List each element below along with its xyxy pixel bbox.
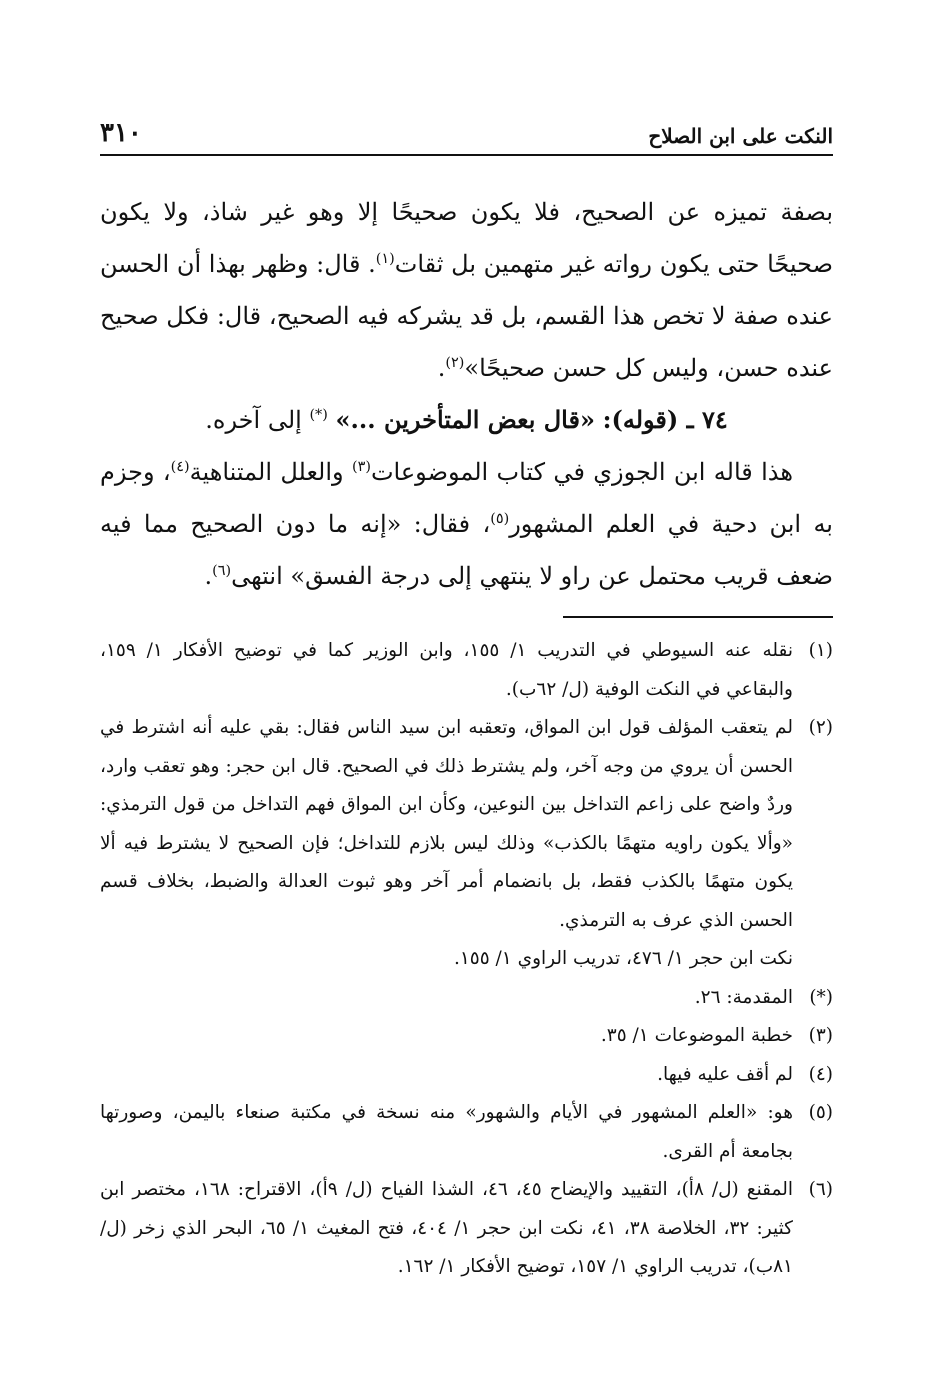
paragraph: بصفة تميزه عن الصحيح، فلا يكون صحيحًا إلا وهو غير شاذ، ولا يكون صحيحًا حتى يكون رواته غير متهمين بل ثقات$^{(١)}$. قال: وظهر بهذا أن الحسن عنده صفة لا تخص هذا القسم، بل قد يشركه فيه الصحيح، قال: فكل صحيح عنده حسن، وليس كل حسن صحيحًا»$^{(٢)}$.	[100, 198, 833, 382]
page-header	[100, 110, 833, 156]
footnote	[100, 1056, 833, 1095]
footnote-text: لم أقف عليه فيها.	[657, 1063, 793, 1085]
footnote-number: (٤)	[808, 1063, 833, 1085]
footnote-ref: (٣)	[351, 459, 371, 475]
footnote-ref: (٤)	[170, 459, 190, 475]
footnote-number: (٦)	[808, 1179, 833, 1200]
footnote-text: المقنع (ل/ ٨أ)، التقييد والإيضاح ٤٥، ٤٦، الشذا الفياح (ل/ ٩أ)، الاقتراح: ١٦٨، مختصر ابن كثير: ٣٢، الخلاصة ٣٨، ٤١، نكت ابن حجر ١/ ٤٠٤، فتح المغيث ١/ ٦٥، البحر الذي زخر (ل/ ٨١ب)، تدريب الراوي ١/ ١٥٧، توضيح الأفكار ١/ ١٦٢.	[100, 1179, 793, 1277]
footnote-text: المقدمة: ٢٦.	[694, 986, 793, 1008]
running-title: النكت على ابن الصلاح	[648, 124, 833, 148]
footnote	[100, 632, 833, 709]
footnote-number: (١)	[808, 640, 833, 661]
footnote-number: (*)	[809, 986, 833, 1008]
footnote-ref: (٢)	[445, 355, 465, 371]
page-number: ٣١٠	[100, 118, 142, 148]
footnote-number: (٢)	[808, 717, 833, 738]
footnote	[100, 979, 833, 1018]
footnote-ref: (٥)	[490, 511, 510, 527]
paragraph: هذا قاله ابن الجوزي في كتاب الموضوعات$^{(٣)}$ والعلل المتناهية$^{(٤)}$، وجزم به ابن دحية في العلم المشهور$^{(٥)}$، فقال: «إنه ما دون الصحيح مما فيه ضعف قريب محتمل عن راو لا ينتهي إلى درجة الفسق» انتهى$^{(٦)}$.	[100, 458, 833, 590]
footnote	[100, 1171, 833, 1287]
footnote	[100, 1017, 833, 1056]
footnote-divider	[563, 616, 833, 618]
footnote-ref: (*)	[309, 407, 328, 423]
footnote	[100, 1094, 833, 1171]
footnote-ref: (١)	[375, 251, 395, 267]
footnote-text: لم يتعقب المؤلف قول ابن المواق، وتعقبه ابن سيد الناس فقال: بقي عليه أنه اشترط في الحسن أن يروي من وجه آخر، ولم يشترط ذلك في الصحيح. قال ابن حجر: وهو تعقب وارد، وردٌ واضح على زاعم التداخل بين النوعين، وكأن ابن المواق فهم التداخل من قول الترمذي: «وألا يكون راويه متهمًا بالكذب» وذلك ليس بلازم للتداخل؛ فإن الصحيح لا يشترط فيه ألا يكون متهمًا بالكذب فقط، بل بانضمام أمر آخر وهو ثبوت العدالة والضبط، بخلاف قسم الحسن الذي عرف به الترمذي.	[100, 717, 793, 931]
footnote-text: خطبة الموضوعات ١/ ٣٥.	[600, 1025, 793, 1046]
footnote	[100, 709, 833, 979]
footnote-text: هو: «العلم المشهور في الأيام والشهور» منه نسخة في مكتبة صنعاء باليمن، وصورتها بجامعة أم القرى.	[100, 1102, 793, 1162]
footnote-text: نقله عنه السيوطي في التدريب ١/ ١٥٥، وابن الوزير كما في توضيح الأفكار ١/ ١٥٩، والبقاعي في النكت الوفية (ل/ ٦٢ب).	[100, 640, 793, 700]
footnotes	[100, 632, 833, 1287]
footnote-ref: (٦)	[212, 563, 232, 579]
section-heading: ٧٤ ـ (قوله): «قال بعض المتأخرين ...» (*) إلى آخره.	[205, 405, 728, 434]
footnote-number: (٣)	[808, 1025, 833, 1046]
main-text	[100, 186, 833, 602]
footnote-text: نكت ابن حجر ١/ ٤٧٦، تدريب الراوي ١/ ١٥٥.	[453, 948, 793, 969]
footnote-number: (٥)	[808, 1102, 833, 1123]
